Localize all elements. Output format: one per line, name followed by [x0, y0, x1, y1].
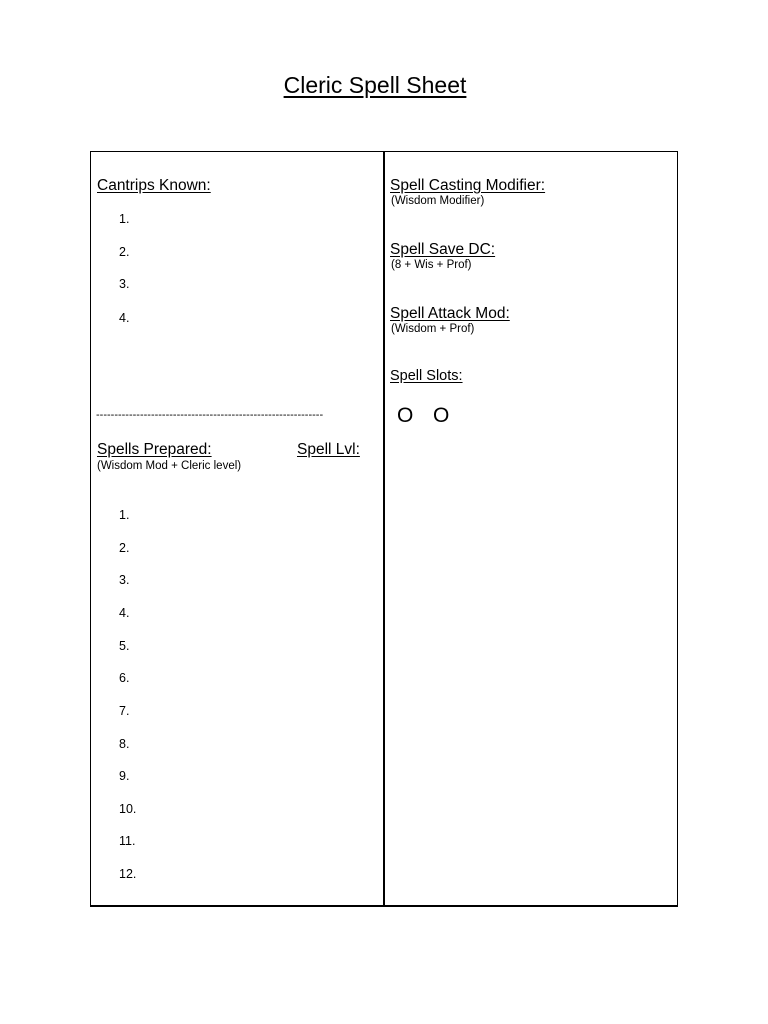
spell-slot-circle[interactable]: O: [433, 404, 450, 427]
spell-level-heading: Spell Lvl:: [297, 441, 360, 458]
prepared-number: 11.: [119, 834, 136, 848]
section-divider: --------------------------------------------------------------: [96, 409, 324, 421]
cantrip-number: 1.: [119, 212, 130, 226]
cantrip-number: 2.: [119, 245, 130, 259]
casting-modifier-note: (Wisdom Modifier): [391, 195, 485, 207]
save-dc-note: (8 + Wis + Prof): [391, 259, 472, 271]
prepared-number: 2.: [119, 541, 130, 555]
spell-slots-heading: Spell Slots:: [390, 368, 463, 384]
prepared-number: 9.: [119, 769, 130, 783]
prepared-number: 3.: [119, 573, 130, 587]
prepared-number: 6.: [119, 671, 130, 685]
save-dc-heading: Spell Save DC:: [390, 241, 496, 258]
spell-slot-circle[interactable]: O: [397, 404, 414, 427]
prepared-number: 10.: [119, 802, 137, 816]
prepared-number: 8.: [119, 737, 130, 751]
spells-prepared-note: (Wisdom Mod + Cleric level): [97, 460, 242, 472]
prepared-number: 5.: [119, 639, 130, 653]
casting-modifier-heading: Spell Casting Modifier:: [390, 177, 546, 194]
prepared-number: 1.: [119, 508, 130, 522]
prepared-number: 7.: [119, 704, 130, 718]
prepared-number: 4.: [119, 606, 130, 620]
prepared-number: 12.: [119, 867, 137, 881]
attack-mod-note: (Wisdom + Prof): [391, 323, 475, 335]
cantrip-number: 4.: [119, 311, 130, 325]
attack-mod-heading: Spell Attack Mod:: [390, 305, 510, 322]
cantrips-heading: Cantrips Known:: [97, 177, 211, 194]
page-title: Cleric Spell Sheet: [283, 72, 467, 98]
column-divider: [383, 151, 385, 907]
cantrip-number: 3.: [119, 277, 130, 291]
spells-prepared-heading: Spells Prepared:: [97, 441, 212, 458]
